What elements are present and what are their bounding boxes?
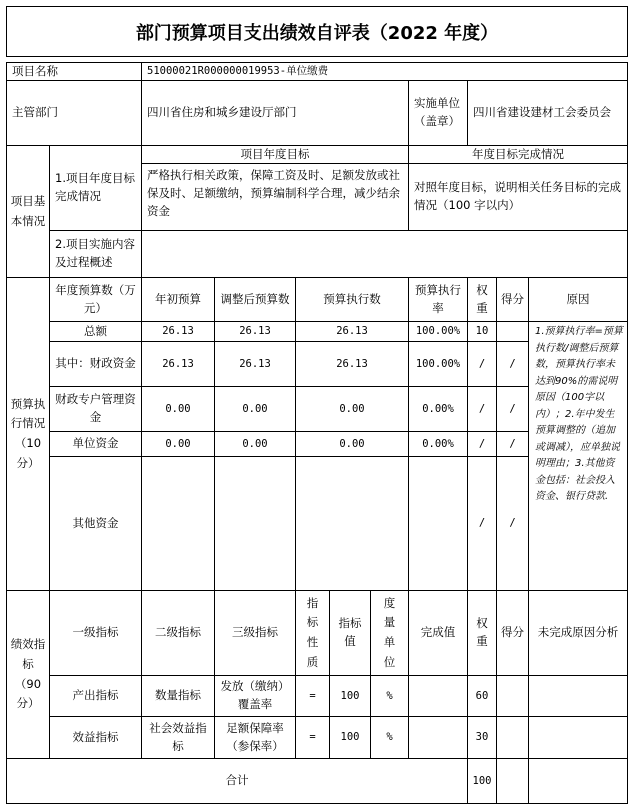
- budget-row-initial: 26.13: [141, 321, 215, 342]
- perf-score-header: 得分: [496, 590, 529, 676]
- budget-row-adjusted: 26.13: [214, 341, 296, 387]
- impl-unit-label: 实施单位（盖章）: [408, 80, 468, 146]
- budget-row-executed: 0.00: [295, 386, 409, 432]
- level1-header: 一级指标: [49, 590, 142, 676]
- budget-row-label: 总额: [49, 321, 142, 342]
- total-analysis-blank: [528, 758, 628, 804]
- perf-completed: [408, 675, 468, 717]
- level3-header: 三级指标: [214, 590, 296, 676]
- perf-value: 100: [329, 716, 371, 759]
- goal-row-label: 1.项目年度目标完成情况: [49, 145, 142, 231]
- budget-row-score: [496, 321, 529, 342]
- total-label: 合计: [6, 758, 468, 804]
- form-title: 部门预算项目支出绩效自评表（2022 年度）: [6, 6, 628, 57]
- perf-analysis: [528, 716, 628, 759]
- impl-unit-value: 四川省建设建材工会委员会: [467, 80, 628, 146]
- budget-row-adjusted: 26.13: [214, 321, 296, 342]
- budget-row-weight: /: [467, 341, 497, 387]
- adjusted-budget-header: 调整后预算数: [214, 277, 296, 322]
- completed-header: 完成值: [408, 590, 468, 676]
- perf-level3: 发放（缴纳）覆盖率: [214, 675, 296, 717]
- unit-header: 度量单位: [370, 590, 409, 676]
- completion-header: 年度目标完成情况: [408, 145, 628, 164]
- perf-value: 100: [329, 675, 371, 717]
- perf-level1: 效益指标: [49, 716, 142, 759]
- budget-row-executed: 0.00: [295, 431, 409, 457]
- budget-unit-header: 年度预算数（万元）: [49, 277, 142, 322]
- budget-row-score: /: [496, 456, 529, 591]
- budget-row-rate: [408, 456, 468, 591]
- perf-level2: 社会效益指标: [141, 716, 215, 759]
- budget-row-score: /: [496, 341, 529, 387]
- total-weight: 100: [467, 758, 497, 804]
- dept-label: 主管部门: [6, 80, 142, 146]
- perf-weight: 30: [467, 716, 497, 759]
- project-name-label: 项目名称: [6, 62, 142, 81]
- total-score: [496, 758, 529, 804]
- budget-row-rate: 0.00%: [408, 386, 468, 432]
- execution-rate-header: 预算执行率: [408, 277, 468, 322]
- budget-row-rate: 100.00%: [408, 341, 468, 387]
- budget-row-initial: 26.13: [141, 341, 215, 387]
- perf-unit: %: [370, 716, 409, 759]
- budget-row-label: 单位资金: [49, 431, 142, 457]
- perf-unit: %: [370, 675, 409, 717]
- perf-score: [496, 675, 529, 717]
- budget-row-weight: 10: [467, 321, 497, 342]
- budget-row-executed: 26.13: [295, 341, 409, 387]
- initial-budget-header: 年初预算: [141, 277, 215, 322]
- perf-nature: =: [295, 716, 330, 759]
- perf-score: [496, 716, 529, 759]
- level2-header: 二级指标: [141, 590, 215, 676]
- reason-header: 原因: [528, 277, 628, 322]
- budget-row-initial: 0.00: [141, 431, 215, 457]
- budget-row-score: /: [496, 431, 529, 457]
- value-header: 指标值: [329, 590, 371, 676]
- budget-row-weight: /: [467, 456, 497, 591]
- budget-row-label: 财政专户管理资金: [49, 386, 142, 432]
- nature-header: 指标性质: [295, 590, 330, 676]
- budget-score-header: 得分: [496, 277, 529, 322]
- budget-row-score: /: [496, 386, 529, 432]
- completion-text: 对照年度目标，说明相关任务目标的完成情况（100 字以内）: [408, 163, 628, 231]
- perf-level3: 足额保障率（参保率）: [214, 716, 296, 759]
- process-text: [141, 230, 628, 278]
- budget-row-weight: /: [467, 386, 497, 432]
- budget-row-initial: [141, 456, 215, 591]
- budget-row-label: 其他资金: [49, 456, 142, 591]
- dept-value: 四川省住房和城乡建设厅部门: [141, 80, 409, 146]
- basic-section-label: 项目基本情况: [6, 145, 50, 278]
- goal-text: 严格执行相关政策，保障工资及时、足额发放或社保及时、足额缴纳，预算编制科学合理，减少结余资金: [141, 163, 409, 231]
- budget-section-label: 预算执行情况（10分）: [6, 277, 50, 591]
- budget-row-weight: /: [467, 431, 497, 457]
- perf-level2: 数量指标: [141, 675, 215, 717]
- reason-note: 1.预算执行率=预算执行数/调整后预算数，预算执行率未达到90%的需说明原因（100字以内）；2.年中发生预算调整的（追加或调减），应单独说明理由；3.其他资金包括：社会投入资金、银行贷款.: [528, 321, 628, 591]
- process-label: 2.项目实施内容及过程概述: [49, 230, 142, 278]
- perf-analysis: [528, 675, 628, 717]
- perf-level1: 产出指标: [49, 675, 142, 717]
- performance-section-label: 绩效指标（90分）: [6, 590, 50, 759]
- executed-budget-header: 预算执行数: [295, 277, 409, 322]
- project-name-value: 51000021R000000019953-单位缴费: [141, 62, 628, 81]
- budget-row-rate: 100.00%: [408, 321, 468, 342]
- budget-row-adjusted: 0.00: [214, 431, 296, 457]
- perf-weight-header: 权重: [467, 590, 497, 676]
- budget-weight-header: 权重: [467, 277, 497, 322]
- budget-row-adjusted: [214, 456, 296, 591]
- perf-completed: [408, 716, 468, 759]
- budget-row-rate: 0.00%: [408, 431, 468, 457]
- budget-row-label: 其中：财政资金: [49, 341, 142, 387]
- perf-nature: =: [295, 675, 330, 717]
- budget-row-executed: 26.13: [295, 321, 409, 342]
- analysis-header: 未完成原因分析: [528, 590, 628, 676]
- goal-header: 项目年度目标: [141, 145, 409, 164]
- budget-row-executed: [295, 456, 409, 591]
- budget-row-adjusted: 0.00: [214, 386, 296, 432]
- budget-row-initial: 0.00: [141, 386, 215, 432]
- perf-weight: 60: [467, 675, 497, 717]
